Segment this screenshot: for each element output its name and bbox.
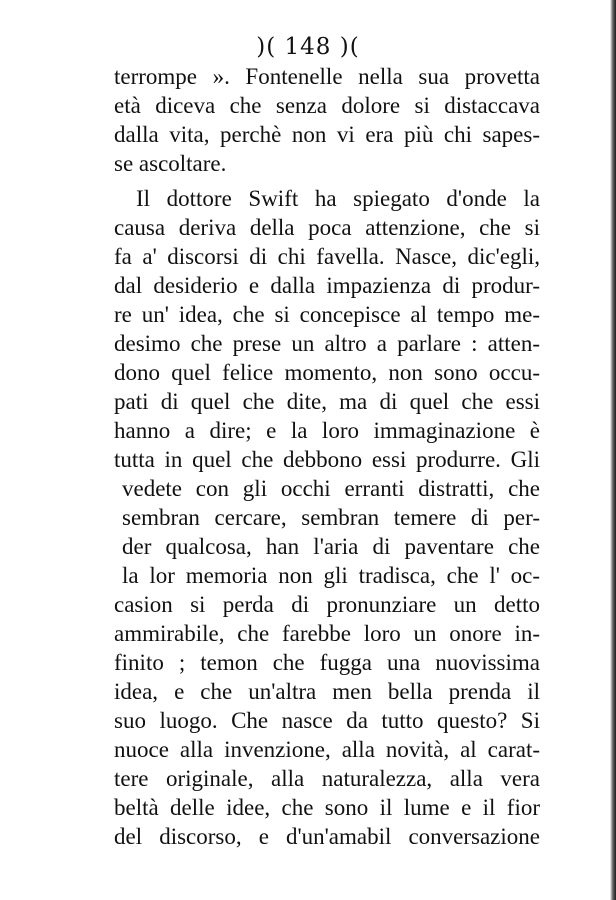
text-line: Il dottore Swift ha spiegato d'onde la [136,186,540,211]
text-line: del discorso, e d'un'amabil conversazione [114,824,540,849]
text-line: ammirabile, che farebbe loro un onore in- [114,621,540,646]
text-line: terrompe ». Fontenelle nella sua provetta [114,64,540,89]
text-line: causa deriva della poca attenzione, che si [114,215,540,240]
text-line: desimo che prese un altro a parlare : atten- [114,331,540,356]
text-line: pati di quel che dite, ma di quel che essi [114,389,540,414]
text-line: beltà delle idee, che sono il lume e il fior [114,795,540,820]
text-line: nuoce alla invenzione, alla novità, al carat- [114,737,540,762]
text-line: casion si perda di pronunziare un detto [114,592,540,617]
paragraph-1 [114,62,540,178]
text-line: hanno a dire; e la loro immaginazione è [114,418,540,443]
page-number: )( 148 )( [256,34,360,60]
text-line: der qualcosa, han l'aria di paventare che [122,534,540,559]
text-line: dalla vita, perchè non vi era più chi sapes- [114,122,540,147]
text-line: sembran cercare, sembran temere di per- [122,505,540,530]
text-line: la lor memoria non gli tradisca, che l' oc- [122,563,540,588]
text-line: fa a' discorsi di chi favella. Nasce, dic'egli, [114,244,540,269]
text-line: suo luogo. Che nasce da tutto questo? Si [114,708,540,733]
text-line: età diceva che senza dolore si distaccava [114,93,540,118]
text-line: vedete con gli occhi erranti distratti, che [122,476,540,501]
text-line: dono quel felice momento, non sono occu- [114,360,540,385]
text-line: tere originale, alla naturalezza, alla vera [114,766,540,791]
page-edge-shadow [610,0,616,900]
text-line: re un' idea, che si concepisce al tempo me- [114,302,540,327]
text-line: se ascoltare. [114,151,227,176]
text-line: tutta in quel che debbono essi produrre. Gli [114,447,540,472]
text-line: dal desiderio e dalla impazienza di produr- [114,273,540,298]
body-text [114,62,540,851]
paragraph-2 [114,184,540,851]
text-line: idea, e che un'altra men bella prenda il [114,679,540,704]
text-line: finito ; temon che fugga una nuovissima [114,650,540,675]
